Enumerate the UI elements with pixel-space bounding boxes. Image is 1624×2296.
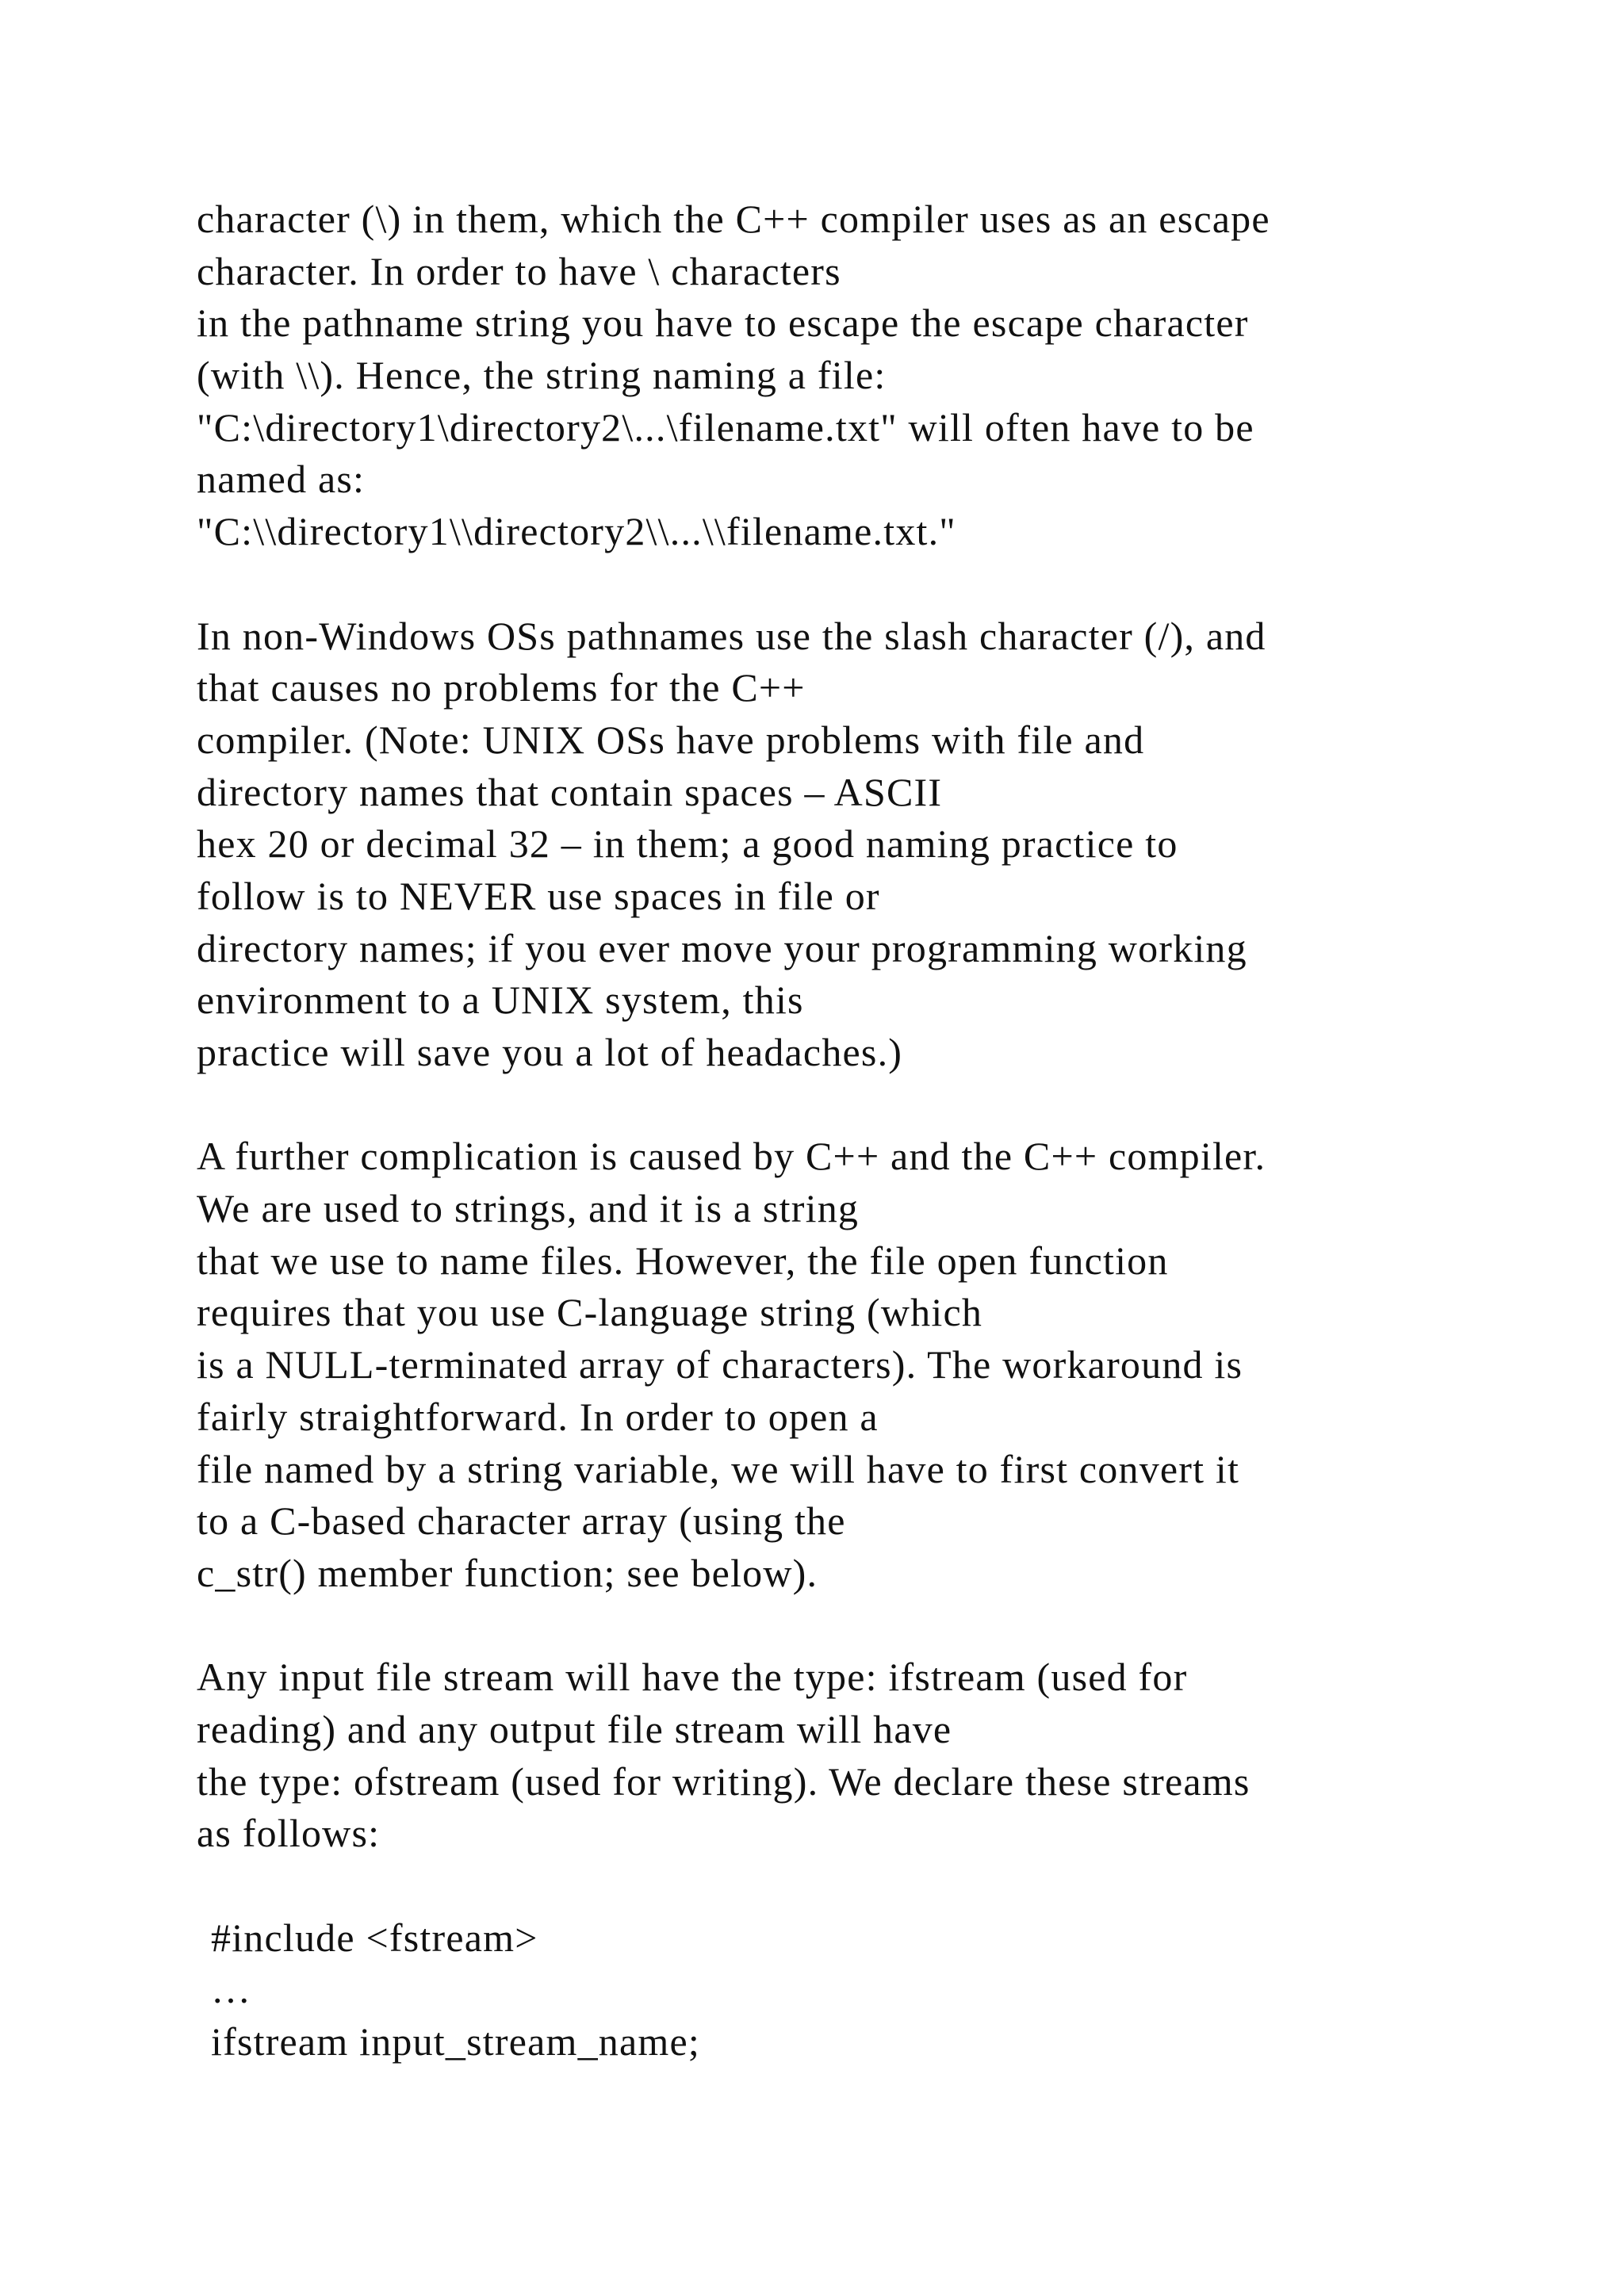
text-line: that causes no problems for the C++ <box>197 665 806 710</box>
text-line: requires that you use C-language string (which <box>197 1290 983 1335</box>
text-line: as follows: <box>197 1811 381 1856</box>
text-line: directory names; if you ever move your programming working <box>197 925 1247 970</box>
paragraph-gap <box>197 1860 1545 1912</box>
text-line: character. In order to have \ characters <box>197 248 841 293</box>
text-line: Any input file stream will have the type: ifstream (used for <box>197 1655 1188 1700</box>
paragraph-non-windows-pathnames <box>197 610 1545 1079</box>
text-line: compiler. (Note: UNIX OSs have problems with file and <box>197 717 1145 762</box>
text-line: follow is to NEVER use spaces in file or <box>197 873 880 918</box>
text-line: that we use to name files. However, the file open function <box>197 1238 1169 1283</box>
text-line: We are used to strings, and it is a string <box>197 1186 860 1231</box>
code-line-ellipsis: … <box>211 1967 252 2012</box>
text-line: reading) and any output file stream will have <box>197 1706 952 1751</box>
text-line: "C:\\directory1\\directory2\\...\\filename.txt." <box>197 509 956 554</box>
text-line: the type: ofstream (used for writing). We declare these streams <box>197 1758 1251 1804</box>
text-line: in the pathname string you have to escape the escape character <box>197 300 1249 346</box>
paragraph-gap <box>197 1079 1545 1131</box>
text-line: file named by a string variable, we will have to first convert it <box>197 1446 1240 1491</box>
text-line: is a NULL-terminated array of characters). The workaround is <box>197 1342 1243 1387</box>
document-body <box>197 193 1545 2068</box>
text-line: fairly straightforward. In order to open a <box>197 1394 879 1439</box>
paragraph-gap <box>197 558 1545 610</box>
text-line: In non-Windows OSs pathnames use the slash character (/), and <box>197 613 1266 658</box>
text-line: c_str() member function; see below). <box>197 1550 818 1595</box>
paragraph-c-string-complication <box>197 1131 1545 1599</box>
text-line: "C:\directory1\directory2\...\filename.txt" will often have to be <box>197 404 1254 450</box>
text-line: (with \\). Hence, the string naming a file: <box>197 353 887 398</box>
text-line: to a C-based character array (using the <box>197 1498 846 1544</box>
code-line-ifstream: ifstream input_stream_name; <box>211 2019 700 2064</box>
text-line: character (\) in them, which the C++ compiler uses as an escape <box>197 197 1270 241</box>
paragraph-gap <box>197 1600 1545 1652</box>
text-line: environment to a UNIX system, this <box>197 978 804 1023</box>
text-line: hex 20 or decimal 32 – in them; a good naming practice to <box>197 821 1178 867</box>
paragraph-stream-types <box>197 1651 1545 1860</box>
code-snippet <box>197 1912 1545 2068</box>
text-line: named as: <box>197 457 366 502</box>
text-line: A further complication is caused by C++ and the C++ compiler. <box>197 1134 1266 1179</box>
text-line: practice will save you a lot of headaches.) <box>197 1030 903 1074</box>
paragraph-escape-characters <box>197 193 1545 558</box>
code-line-include: #include <fstream> <box>211 1915 538 1960</box>
text-line: directory names that contain spaces – ASCII <box>197 769 943 814</box>
